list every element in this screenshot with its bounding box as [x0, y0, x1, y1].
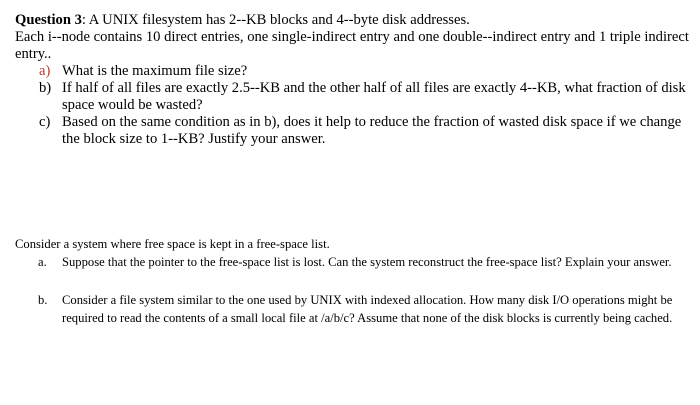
question-3-intro: Each i--node contains 10 direct entries, one single-indirect entry and one double--indirect entry and 1 triple indirect entry..	[15, 29, 689, 62]
subquestion-text: What is the maximum file size?	[62, 63, 248, 79]
subquestion-c	[15, 114, 690, 148]
free-space-item-a	[15, 254, 685, 272]
free-space-subquestions	[15, 254, 685, 328]
question-3-block	[15, 12, 690, 148]
question-3-statement: : A UNIX filesystem has 2--KB blocks and 4--byte disk addresses.	[81, 12, 470, 28]
subquestion-text: If half of all files are exactly 2.5--KB and the other half of all files are exactly 4--KB, what fraction of disk space would be wasted?	[62, 80, 686, 113]
question-3-label: Question 3	[15, 12, 82, 28]
free-space-item-b	[15, 292, 685, 327]
question-3-heading	[15, 12, 690, 29]
free-space-intro: Consider a system where free space is kept in a free-space list.	[15, 237, 330, 251]
subquestion-marker: a)	[39, 63, 51, 79]
subquestion-a	[15, 63, 690, 80]
subquestion-b	[15, 80, 690, 114]
subquestion-text: Based on the same condition as in b), does it help to reduce the fraction of wasted disk space if we change the block size to 1--KB? Justify your answer.	[62, 114, 682, 147]
item-text: Consider a file system similar to the one used by UNIX with indexed allocation. How many disk I/O operations might be required to read the contents of a small local file at /a/b/c? Assume that none of the disk blocks is currently being cached.	[62, 293, 673, 325]
item-marker: b.	[38, 293, 48, 307]
item-text: Suppose that the pointer to the free-space list is lost. Can the system reconstruct the free-space list? Explain your answer.	[62, 254, 672, 269]
item-marker: a.	[38, 254, 47, 269]
question-3-subquestions	[15, 63, 690, 148]
subquestion-marker: c)	[39, 114, 51, 130]
free-space-question-block	[15, 236, 685, 327]
subquestion-marker: b)	[39, 80, 52, 96]
